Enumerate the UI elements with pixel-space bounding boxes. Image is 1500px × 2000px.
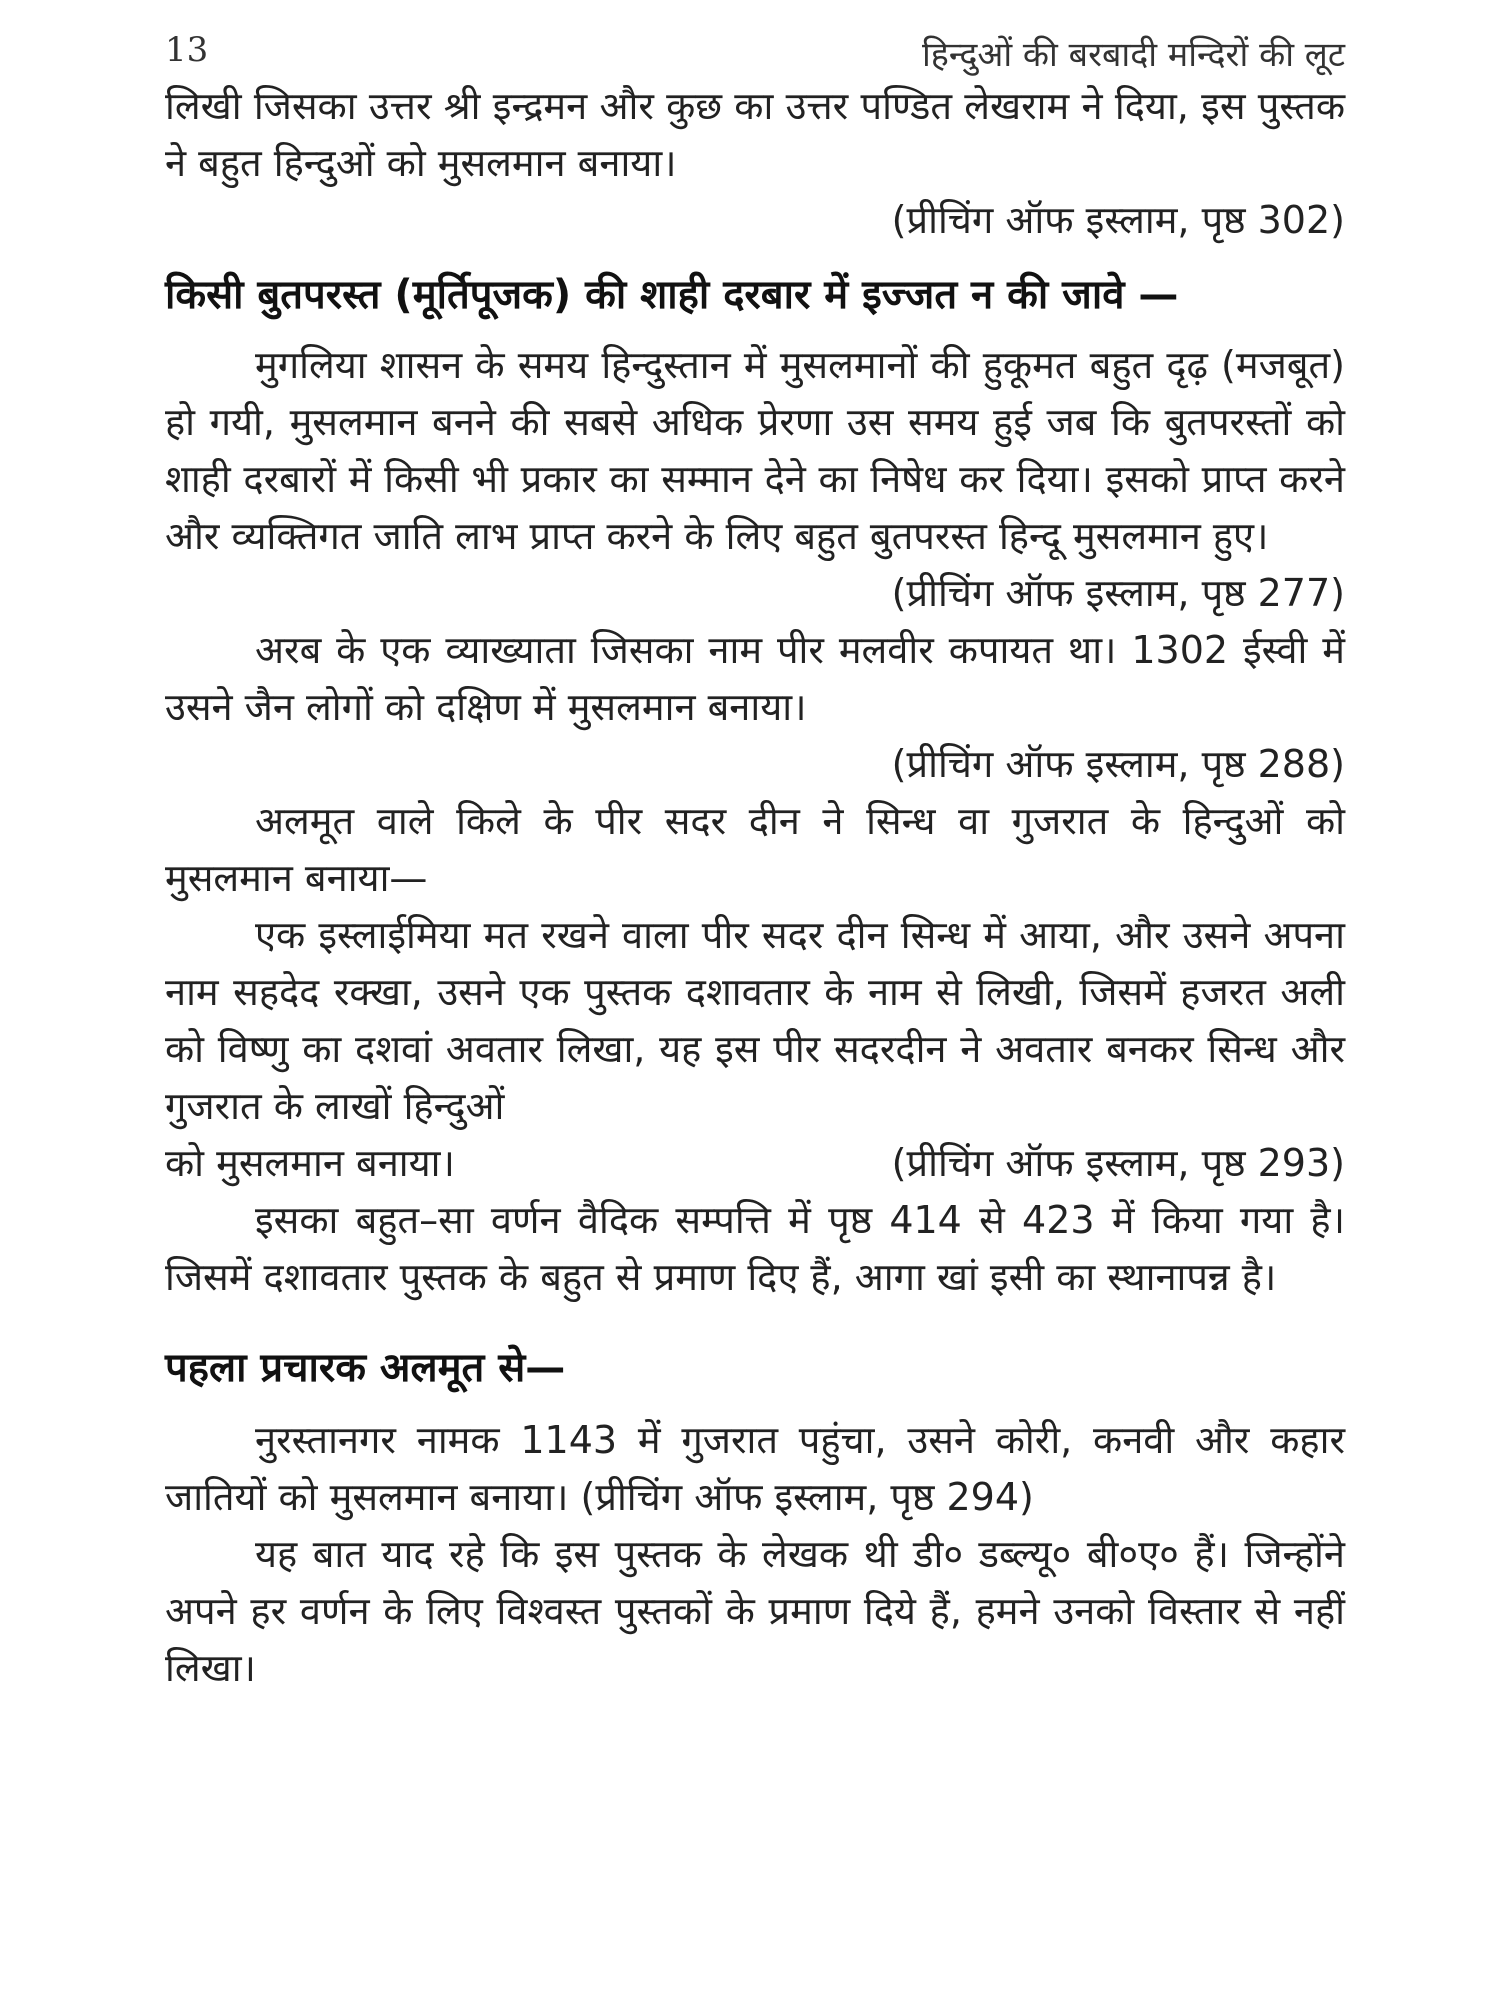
page-number: 13 [165, 30, 209, 70]
section-heading-2: पहला प्रचारक अलमूत से— [165, 1345, 566, 1391]
citation-4: (प्रीचिंग ऑफ इस्लाम, पृष्ठ 293) [891, 1141, 1345, 1185]
citation-3: (प्रीचिंग ऑफ इस्लाम, पृष्ठ 288) [891, 742, 1345, 786]
book-page [165, 20, 1345, 1980]
paragraph-5-ending: को मुसलमान बनाया। [165, 1141, 455, 1185]
paragraph-2: मुगलिया शासन के समय हिन्दुस्तान में मुसलमानों की हुकूमत बहुत दृढ़ (मजबूत) हो गयी, मुसलमान बनने की सबसे अधिक प्रेरणा उस समय हुई जब कि बुतपरस्तों को शाही दरबारों में किसी भी प्रकार का सम्मान देने का निषेध कर दिया। इसको प्राप्त करने और व्यक्तिगत जाति लाभ प्राप्त करने के लिए बहुत बुतपरस्त हिन्दू मुसलमान हुए। [165, 343, 1345, 558]
paragraph-6: इसका बहुत–सा वर्णन वैदिक सम्पत्ति में पृष्ठ 414 से 423 में किया गया है। जिसमें दशावतार पुस्तक के बहुत से प्रमाण दिए हैं, आगा खां इसी का स्थानापन्न है। [165, 1198, 1345, 1299]
paragraph-4: अलमूत वाले किले के पीर सदर दीन ने सिन्ध वा गुजरात के हिन्दुओं को मुसलमान बनाया— [165, 799, 1345, 900]
paragraph-7: नुरस्तानगर नामक 1143 में गुजरात पहुंचा, उसने कोरी, कनवी और कहार जातियों को मुसलमान बनाया। (प्रीचिंग ऑफ इस्लाम, पृष्ठ 294) [165, 1418, 1345, 1519]
paragraph-5: एक इस्लाईमिया मत रखने वाला पीर सदर दीन सिन्ध में आया, और उसने अपना नाम सहदेद रक्खा, उसने एक पुस्तक दशावतार के नाम से लिखी, जिसमें हजरत अली को विष्णु का दशवां अवतार लिखा, यह इस पीर सदरदीन ने अवतार बनकर सिन्ध और गुजरात के लाखों हिन्दुओं [165, 913, 1345, 1128]
paragraph-5-last-line [165, 1135, 1345, 1192]
page-header [165, 20, 1345, 78]
paragraph-1: लिखी जिसका उत्तर श्री इन्द्रमन और कुछ का उत्तर पण्डित लेखराम ने दिया, इस पुस्तक ने बहुत हिन्दुओं को मुसलमान बनाया। [165, 84, 1345, 185]
citation-2: (प्रीचिंग ऑफ इस्लाम, पृष्ठ 277) [891, 571, 1345, 615]
section-heading-1: किसी बुतपरस्त (मूर्तिपूजक) की शाही दरबार में इज्जत न की जावे — [165, 272, 1179, 318]
paragraph-3: अरब के एक व्याख्याता जिसका नाम पीर मलवीर कपायत था। 1302 ईस्वी में उसने जैन लोगों को दक्षिण में मुसलमान बनाया। [165, 628, 1345, 729]
citation-1: (प्रीचिंग ऑफ इस्लाम, पृष्ठ 302) [891, 198, 1345, 242]
running-title: हिन्दुओं की बरबादी मन्दिरों की लूट [921, 35, 1345, 75]
paragraph-8: यह बात याद रहे कि इस पुस्तक के लेखक थी डी० डब्ल्यू० बी०ए० हैं। जिन्होंने अपने हर वर्णन के लिए विश्वस्त पुस्तकों के प्रमाण दिये हैं, हमने उनको विस्तार से नहीं लिखा। [165, 1532, 1345, 1690]
